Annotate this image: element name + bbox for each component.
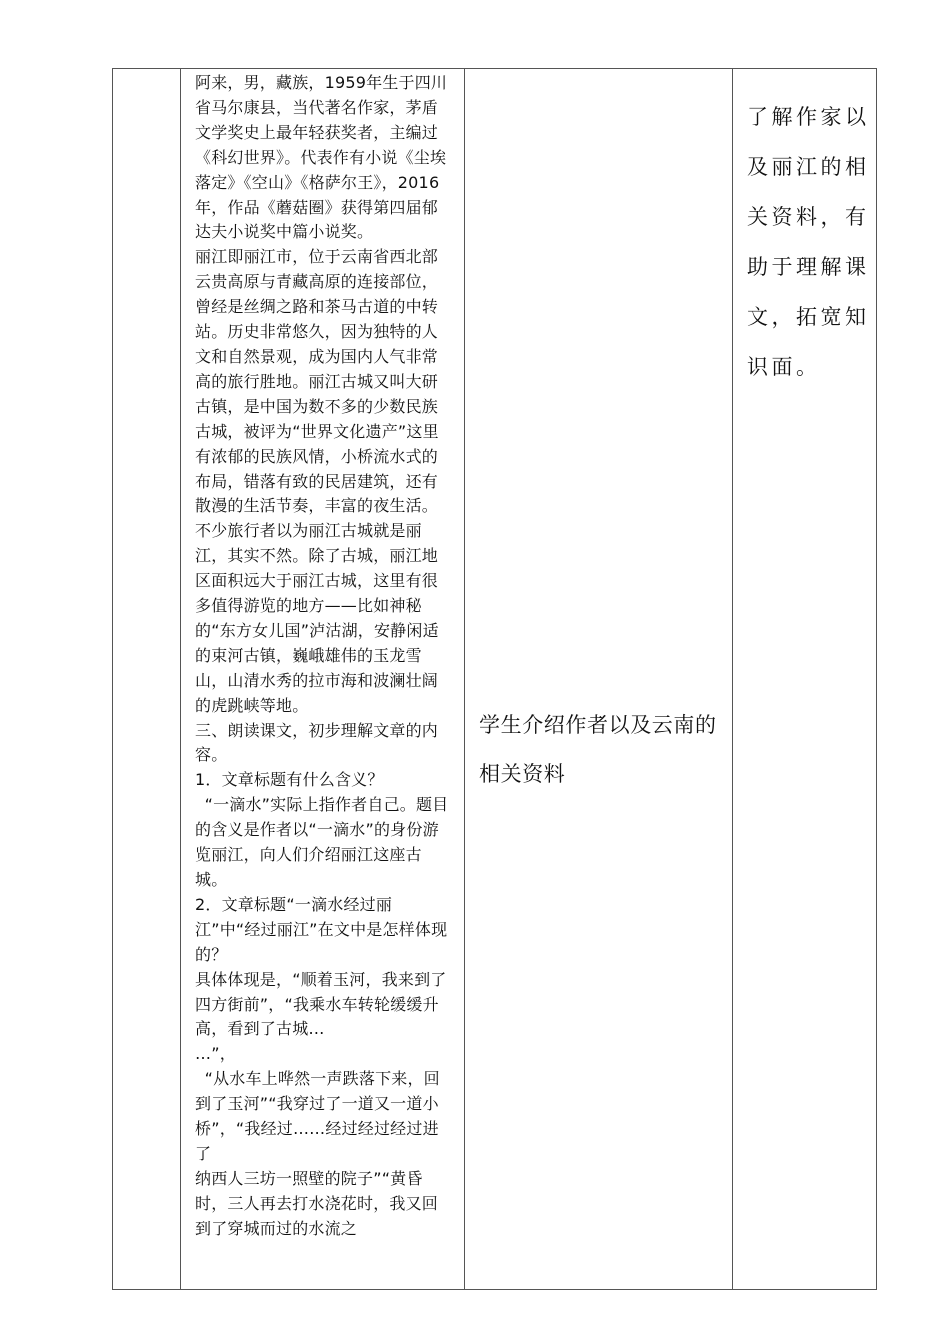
content-paragraph-travel: 不少旅行者以为丽江古城就是丽江，其实不然。除了古城，丽江地区面积远大于丽江古城，这里有很多值得游览的地方——比如神秘的“东方女儿国”泸沽湖，安静闲适的束河古镇，巍峨雄伟的玉龙雪山，山清水秀的拉市海和波澜壮阔的虎跳峡等地。	[195, 521, 439, 715]
content-paragraph-lijiang: 丽江即丽江市，位于云南省西北部云贵高原与青藏高原的连接部位，曾经是丝绸之路和茶马古道的中转站。历史非常悠久，因为独特的人文和自然景观，成为国内人气非常高的旅行胜地。丽江古城又叫大研古镇，是中国为数不多的少数民族古城，被评为“世界文化遗产”这里有浓郁的民族风情，小桥流水式的布局，错落有致的民居建筑，还有散漫的生活节奏，丰富的夜生活。	[195, 247, 439, 516]
content-answer-2c: “从水车上哗然一声跌落下来，回到了玉河”“我穿过了一道又一道小桥”，“我经过……经过经过经过进了	[195, 1069, 440, 1163]
design-intent-column	[733, 69, 876, 1289]
content-question-1: 1．文章标题有什么含义？	[195, 770, 384, 790]
content-answer-2a: 具体体现是，“顺着玉河，我来到了四方街前”，“我乘水车转轮缓缓升高，看到了古城…	[195, 969, 447, 1039]
design-intent-text: 了解作家以及丽江的相关资料，有助于理解课文，拓宽知识面。	[747, 105, 870, 379]
content-answer-1: “一滴水”实际上指作者自己。题目的含义是作者以“一滴水”的身份游览丽江，向人们介绍丽江这座古城。	[195, 795, 449, 889]
content-paragraph-step3: 三、朗读课文，初步理解文章的内容。	[195, 720, 439, 765]
blank-column	[113, 69, 181, 1289]
student-activity-text: 学生介绍作者以及云南的相关资料	[479, 713, 717, 786]
content-question-2: 2．文章标题“一滴水经过丽江”中“经过丽江”在文中是怎样体现的？	[195, 894, 448, 964]
content-paragraph-author: 阿来，男，藏族，1959年生于四川省马尔康县，当代著名作家，茅盾文学奖史上最年轻获奖者，主编过《科幻世界》。代表作有小说《尘埃落定》《空山》《格萨尔王》，2016年，作品《蘑菇圈》获得第四届郁达夫小说奖中篇小说奖。	[195, 73, 448, 242]
lesson-plan-table	[112, 68, 877, 1290]
student-activity-column	[465, 69, 733, 1289]
content-answer-2b: …”，	[195, 1044, 236, 1064]
content-answer-2d: 纳西人三坊一照壁的院子”“黄昏时，三人再去打水浇花时，我又回到了穿城而过的水流之	[195, 1168, 439, 1238]
teaching-content-column	[181, 69, 465, 1289]
